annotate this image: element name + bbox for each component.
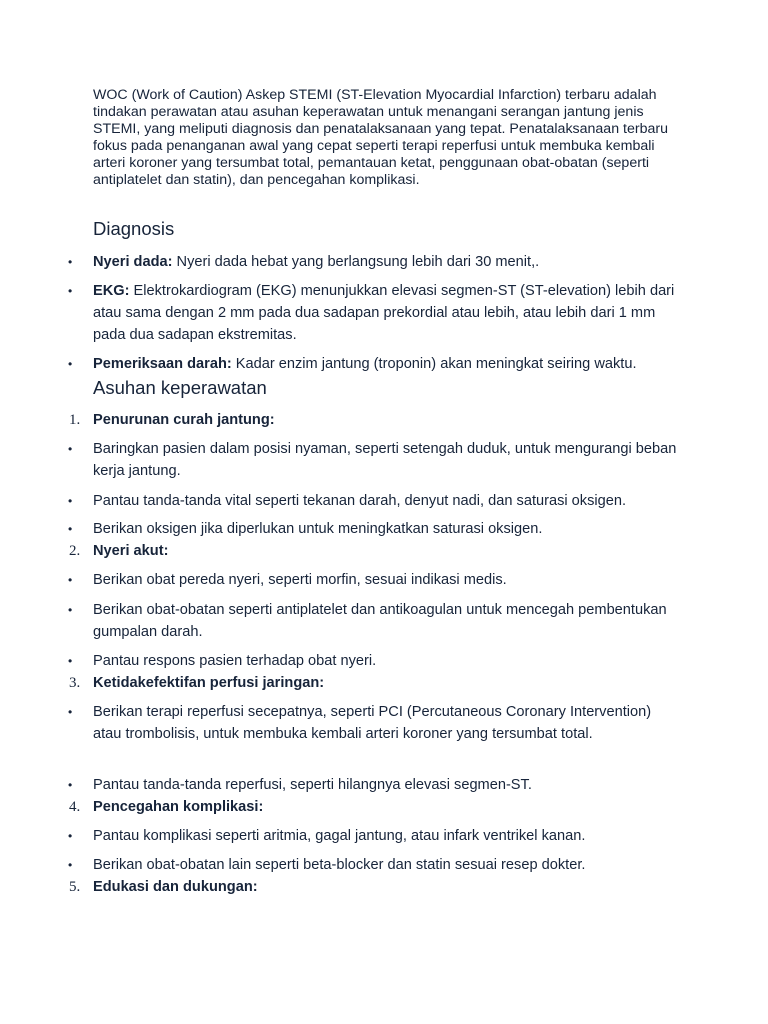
section-title-text: Ketidakefektifan perfusi jaringan: — [93, 675, 325, 691]
list-item — [68, 599, 683, 643]
list-item — [68, 701, 683, 745]
diagnosis-item-label: Nyeri dada: — [93, 254, 173, 270]
list-item-text: Pantau tanda-tanda reperfusi, seperti hilangnya elevasi segmen-ST. — [93, 777, 532, 793]
list-item — [68, 569, 683, 591]
section-title — [69, 876, 683, 898]
bullet-icon: • — [68, 829, 73, 843]
section-number: 2. — [69, 543, 81, 559]
intro-paragraph: WOC (Work of Caution) Askep STEMI (ST-Elevation Myocardial Infarction) terbaru adalah tindakan perawatan atau asuhan keperawatan untuk menangani serangan jantung jenis STEMI, yang meliputi diagnosis dan penatalaksanaan yang tepat. Penatalaksanaan terbaru fokus pada penanganan awal yang cepat seperti terapi reperfusi untuk membuka kembali arteri koroner yang tersumbat total, pemantauan ketat, penggunaan obat-obatan (seperti antiplatelet dan statin), dan pencegahan komplikasi. — [93, 87, 668, 188]
list-item — [68, 650, 683, 672]
diagnosis-item-text: Nyeri dada hebat yang berlangsung lebih dari 30 menit,. — [172, 254, 540, 270]
bullet-icon: • — [68, 573, 73, 587]
list-item-text: Pantau tanda-tanda vital seperti tekanan darah, denyut nadi, dan saturasi oksigen. — [93, 493, 627, 509]
section-number: 1. — [69, 412, 81, 428]
diagnosis-item-label: EKG: — [93, 283, 130, 299]
bullet-icon: • — [68, 858, 73, 872]
list-item — [68, 490, 683, 512]
bullet-icon: • — [68, 357, 73, 371]
bullet-icon: • — [68, 705, 73, 719]
list-item-text: Pantau komplikasi seperti aritmia, gagal jantung, atau infark ventrikel kanan. — [93, 828, 586, 844]
section-title — [69, 796, 683, 818]
list-item-text: Berikan obat-obatan lain seperti beta-blocker dan statin sesuai resep dokter. — [93, 857, 586, 873]
asuhan-heading: Asuhan keperawatan — [93, 377, 267, 398]
list-item-text: Berikan terapi reperfusi secepatnya, seperti PCI (Percutaneous Coronary Intervention) atau trombolisis, untuk membuka kembali arteri koroner yang tersumbat total. — [93, 704, 652, 742]
diagnosis-item — [68, 251, 683, 273]
list-item-text: Pantau respons pasien terhadap obat nyeri. — [93, 653, 377, 669]
section-number: 5. — [69, 879, 81, 895]
section-number: 4. — [69, 799, 81, 815]
section-title-text: Nyeri akut: — [93, 543, 169, 559]
diagnosis-item — [68, 280, 683, 346]
bullet-icon: • — [68, 442, 73, 456]
diagnosis-item-label: Pemeriksaan darah: — [93, 356, 232, 372]
section-title — [69, 409, 683, 431]
section-title-text: Pencegahan komplikasi: — [93, 799, 264, 815]
section-title — [69, 540, 683, 562]
bullet-icon: • — [68, 522, 73, 536]
list-item — [68, 825, 683, 847]
bullet-icon: • — [68, 284, 73, 298]
section-title — [69, 672, 683, 694]
list-item-text: Berikan obat pereda nyeri, seperti morfin, sesuai indikasi medis. — [93, 572, 507, 588]
diagnosis-item-text: Kadar enzim jantung (troponin) akan meningkat seiring waktu. — [231, 356, 637, 372]
list-item-text: Berikan obat-obatan seperti antiplatelet dan antikoagulan untuk mencegah pembentukan gumpalan darah. — [93, 602, 667, 640]
list-item — [68, 854, 683, 876]
diagnosis-item-text: Elektrokardiogram (EKG) menunjukkan elevasi segmen-ST (ST-elevation) lebih dari atau sama dengan 2 mm pada dua sadapan prekordial atau lebih, atau lebih dari 1 mm pada dua sadapan ekstremitas. — [93, 283, 675, 343]
bullet-icon: • — [68, 255, 73, 269]
section-title-text: Penurunan curah jantung: — [93, 412, 275, 428]
list-item — [68, 518, 683, 540]
diagnosis-heading: Diagnosis — [93, 218, 175, 239]
list-item — [68, 438, 683, 482]
bullet-icon: • — [68, 654, 73, 668]
section-number: 3. — [69, 675, 81, 691]
bullet-icon: • — [68, 603, 73, 617]
list-item-text: Baringkan pasien dalam posisi nyaman, seperti setengah duduk, untuk mengurangi beban kerja jantung. — [93, 441, 677, 479]
bullet-icon: • — [68, 778, 73, 792]
list-item-text: Berikan oksigen jika diperlukan untuk meningkatkan saturasi oksigen. — [93, 521, 543, 537]
list-item — [68, 774, 683, 796]
bullet-icon: • — [68, 494, 73, 508]
diagnosis-item — [68, 353, 683, 375]
section-title-text: Edukasi dan dukungan: — [93, 879, 258, 895]
